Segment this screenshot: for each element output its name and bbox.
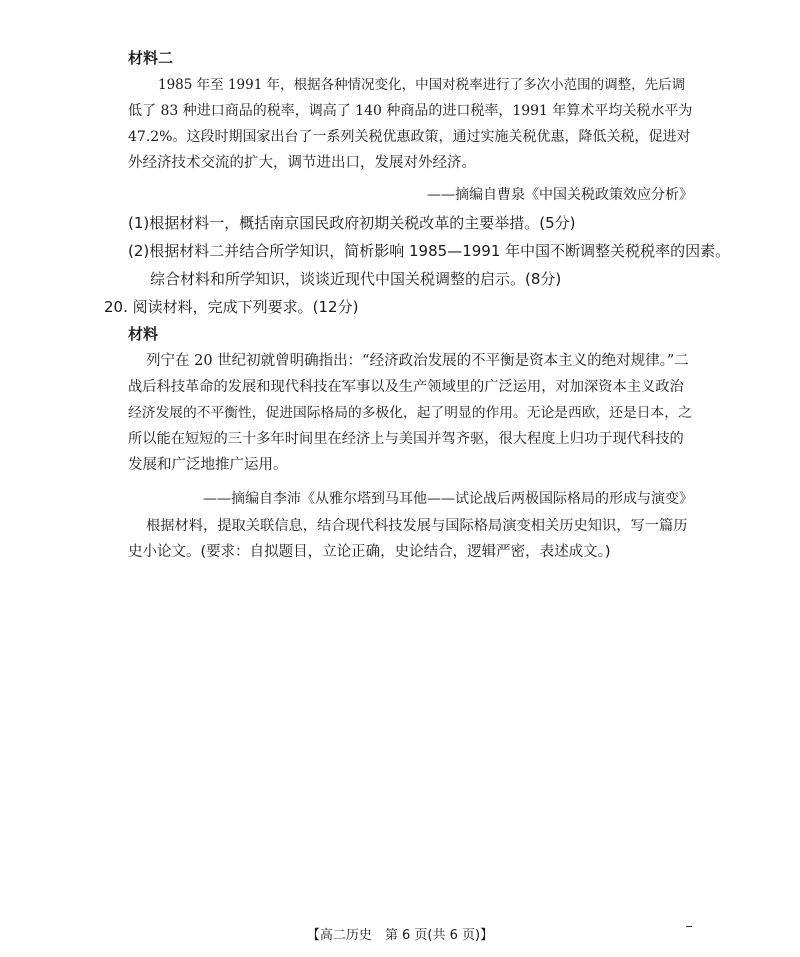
question-20-material-line: 列宁在 20 世纪初就曾明确指出：“经济政治发展的不平衡是资本主义的绝对规律。”二 [146, 353, 689, 369]
question-20-material-text [128, 348, 693, 478]
question-20-material-heading: 材料 [128, 325, 159, 343]
material-2-line: 47.2%。这段时期国家出台了一系列关税优惠政策，通过实施关税优惠，降低关税，促进对 [128, 129, 691, 145]
page-footer: 【高二历史 第 6 页(共 6 页)】 [306, 928, 494, 943]
material-2-line: 外经济技术交流的扩大，调节进出口，发展对外经济。 [128, 155, 476, 171]
question-20-title: 20. 阅读材料，完成下列要求。(12分) [104, 298, 359, 316]
material-2-source: ——摘编自曹泉《中国关税政策效应分析》 [427, 187, 693, 203]
question-20-source: ——摘编自李沛《从雅尔塔到马耳他——试论战后两极国际格局的形成与演变》 [203, 491, 693, 507]
scan-mark [686, 926, 692, 927]
question-20-material-line: 所以能在短短的三十多年时间里在经济上与美国并驾齐驱，很大程度上归功于现代科技的 [128, 431, 684, 447]
question-20-task [128, 513, 693, 565]
material-2-text [128, 72, 693, 176]
question-20-task-line: 根据材料，提取关联信息，结合现代科技发展与国际格局演变相关历史知识，写一篇历 [146, 518, 688, 534]
question-19-part-1: (1)根据材料一，概括南京国民政府初期关税改革的主要举措。(5分) [128, 214, 576, 232]
question-20-material-line: 发展和广泛地推广运用。 [128, 457, 288, 473]
question-20-task-line: 史小论文。(要求：自拟题目，立论正确，史论结合，逻辑严密，表述成文。) [128, 544, 611, 560]
question-20-material-line: 经济发展的不平衡性，促进国际格局的多极化，起了明显的作用。无论是西欧，还是日本，之 [128, 405, 692, 421]
question-19-part-2: (2)根据材料二并结合所学知识，简析影响 1985—1991 年中国不断调整关税税率的因素。 [128, 242, 731, 260]
material-2-heading: 材料二 [128, 49, 174, 67]
material-2-line: 低了 83 种进口商品的税率，调高了 140 种商品的进口税率，1991 年算术平均关税水平为 [128, 103, 693, 119]
question-19-part-2-cont: 综合材料和所学知识，谈谈近现代中国关税调整的启示。(8分) [150, 270, 562, 288]
question-20-material-line: 战后科技革命的发展和现代科技在军事以及生产领域里的广泛运用，对加深资本主义政治 [128, 379, 684, 395]
material-2-line: 1985 年至 1991 年，根据各种情况变化，中国对税率进行了多次小范围的调整，先后调 [158, 77, 686, 93]
